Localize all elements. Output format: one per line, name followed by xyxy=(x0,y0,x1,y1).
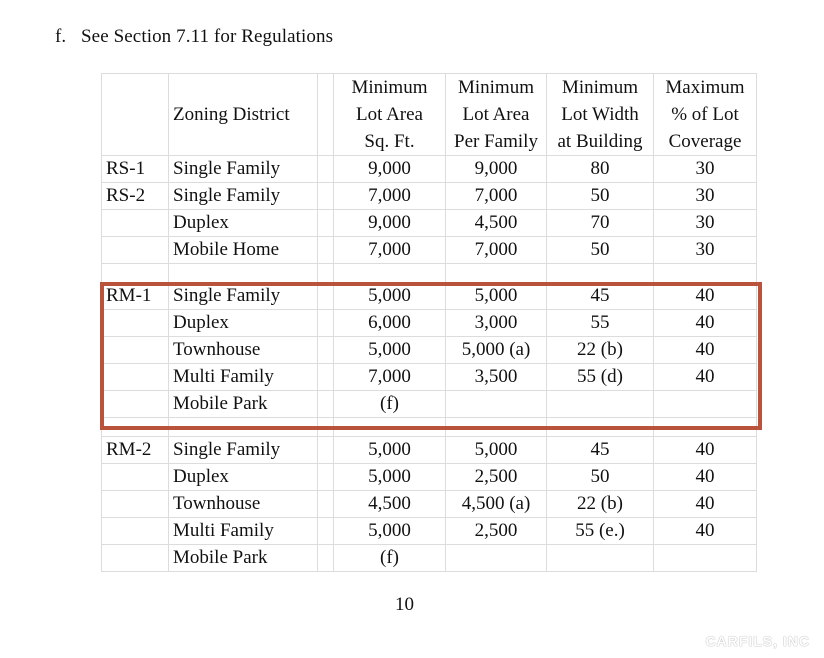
table-row xyxy=(102,156,757,183)
header-line: Minimum xyxy=(457,77,534,98)
gap-cell xyxy=(318,518,334,545)
lot-area-per-family: 2,500 xyxy=(446,518,547,545)
lot-area: 7,000 xyxy=(334,183,446,210)
regulations-note xyxy=(55,26,333,48)
header-line: Coverage xyxy=(668,131,742,152)
lot-area: 4,500 xyxy=(334,491,446,518)
spacer-row xyxy=(102,418,757,437)
header-line: Minimum xyxy=(351,77,428,98)
lot-coverage: 30 xyxy=(654,156,757,183)
lot-width: 55 (e.) xyxy=(547,518,654,545)
note-letter: f. xyxy=(55,26,67,47)
watermark: CARFILS, INC xyxy=(705,633,810,649)
lot-area-per-family: 5,000 xyxy=(446,283,547,310)
lot-area: 7,000 xyxy=(334,237,446,264)
lot-coverage: 40 xyxy=(654,337,757,364)
table-row xyxy=(102,183,757,210)
lot-coverage: 40 xyxy=(654,283,757,310)
zone-code xyxy=(102,491,169,518)
zone-code xyxy=(102,545,169,572)
page-number: 10 xyxy=(395,594,414,615)
lot-area-per-family: 4,500 (a) xyxy=(446,491,547,518)
lot-area-per-family xyxy=(446,391,547,418)
header-max-lot-coverage xyxy=(654,74,757,156)
lot-area-per-family: 2,500 xyxy=(446,464,547,491)
district-name: Townhouse xyxy=(169,491,318,518)
zone-code: RS-2 xyxy=(102,183,169,210)
lot-coverage xyxy=(654,545,757,572)
lot-width: 55 xyxy=(547,310,654,337)
lot-width: 45 xyxy=(547,437,654,464)
header-line: Maximum xyxy=(665,77,745,98)
header-min-lot-area-per-family xyxy=(446,74,547,156)
lot-coverage: 40 xyxy=(654,364,757,391)
gap-cell xyxy=(318,156,334,183)
lot-area: 7,000 xyxy=(334,364,446,391)
zone-code xyxy=(102,391,169,418)
lot-width: 80 xyxy=(547,156,654,183)
lot-width: 70 xyxy=(547,210,654,237)
lot-width: 22 (b) xyxy=(547,491,654,518)
lot-coverage: 40 xyxy=(654,437,757,464)
lot-width: 45 xyxy=(547,283,654,310)
lot-coverage: 30 xyxy=(654,237,757,264)
header-line: % of Lot xyxy=(671,104,739,125)
lot-area-per-family: 3,000 xyxy=(446,310,547,337)
note-text: See Section 7.11 for Regulations xyxy=(81,26,334,47)
lot-coverage xyxy=(654,391,757,418)
lot-coverage: 40 xyxy=(654,464,757,491)
lot-area-per-family: 7,000 xyxy=(446,183,547,210)
table-row xyxy=(102,337,757,364)
lot-area: 5,000 xyxy=(334,283,446,310)
lot-area: 9,000 xyxy=(334,210,446,237)
lot-area-per-family: 3,500 xyxy=(446,364,547,391)
gap-cell xyxy=(318,491,334,518)
lot-area: 5,000 xyxy=(334,518,446,545)
header-line: Lot Area xyxy=(462,104,530,125)
lot-width: 50 xyxy=(547,464,654,491)
zone-code xyxy=(102,337,169,364)
zone-code xyxy=(102,210,169,237)
zone-code xyxy=(102,310,169,337)
header-line: Minimum xyxy=(561,77,638,98)
zone-code xyxy=(102,518,169,545)
lot-coverage: 30 xyxy=(654,210,757,237)
gap-cell xyxy=(318,210,334,237)
district-name: Single Family xyxy=(169,183,318,210)
header-gap-cell xyxy=(318,74,334,156)
gap-cell xyxy=(318,545,334,572)
district-name: Duplex xyxy=(169,310,318,337)
gap-cell xyxy=(318,283,334,310)
lot-area: 5,000 xyxy=(334,464,446,491)
gap-cell xyxy=(318,310,334,337)
district-name: Single Family xyxy=(169,437,318,464)
lot-area-per-family: 7,000 xyxy=(446,237,547,264)
lot-width xyxy=(547,391,654,418)
district-name: Mobile Home xyxy=(169,237,318,264)
lot-area: (f) xyxy=(334,545,446,572)
lot-width: 22 (b) xyxy=(547,337,654,364)
district-name: Single Family xyxy=(169,283,318,310)
lot-area-per-family: 5,000 (a) xyxy=(446,337,547,364)
district-name: Mobile Park xyxy=(169,545,318,572)
zone-code xyxy=(102,464,169,491)
lot-coverage: 40 xyxy=(654,518,757,545)
spacer-row xyxy=(102,264,757,283)
table-row xyxy=(102,210,757,237)
header-line: Lot Width xyxy=(561,104,639,125)
table-row xyxy=(102,364,757,391)
table-row xyxy=(102,464,757,491)
zone-code xyxy=(102,364,169,391)
gap-cell xyxy=(318,464,334,491)
header-zoning-district: Zoning District xyxy=(169,74,318,156)
table-row xyxy=(102,310,757,337)
gap-cell xyxy=(318,437,334,464)
table-row xyxy=(102,437,757,464)
lot-area-per-family: 5,000 xyxy=(446,437,547,464)
lot-area-per-family xyxy=(446,545,547,572)
table-row xyxy=(102,237,757,264)
lot-coverage: 40 xyxy=(654,491,757,518)
zone-code: RM-2 xyxy=(102,437,169,464)
table-row xyxy=(102,518,757,545)
header-code-cell xyxy=(102,74,169,156)
lot-coverage: 40 xyxy=(654,310,757,337)
district-name: Single Family xyxy=(169,156,318,183)
lot-area: (f) xyxy=(334,391,446,418)
zone-code: RM-1 xyxy=(102,283,169,310)
district-name: Multi Family xyxy=(169,364,318,391)
district-name: Multi Family xyxy=(169,518,318,545)
header-min-lot-width xyxy=(547,74,654,156)
district-name: Duplex xyxy=(169,210,318,237)
table-row xyxy=(102,491,757,518)
header-line: at Building xyxy=(557,131,643,152)
lot-width: 55 (d) xyxy=(547,364,654,391)
zone-code xyxy=(102,237,169,264)
lot-area: 5,000 xyxy=(334,437,446,464)
zone-code: RS-1 xyxy=(102,156,169,183)
header-row xyxy=(102,74,757,156)
table-row xyxy=(102,545,757,572)
district-name: Duplex xyxy=(169,464,318,491)
lot-coverage: 30 xyxy=(654,183,757,210)
lot-width: 50 xyxy=(547,237,654,264)
lot-width: 50 xyxy=(547,183,654,210)
gap-cell xyxy=(318,391,334,418)
header-line: Sq. Ft. xyxy=(364,131,415,152)
header-line: Per Family xyxy=(454,131,538,152)
lot-area: 6,000 xyxy=(334,310,446,337)
table-row xyxy=(102,283,757,310)
gap-cell xyxy=(318,237,334,264)
district-name: Townhouse xyxy=(169,337,318,364)
header-line: Lot Area xyxy=(355,104,423,125)
district-name: Mobile Park xyxy=(169,391,318,418)
table-row xyxy=(102,391,757,418)
gap-cell xyxy=(318,183,334,210)
lot-area: 5,000 xyxy=(334,337,446,364)
lot-area: 9,000 xyxy=(334,156,446,183)
header-min-lot-area xyxy=(334,74,446,156)
lot-area-per-family: 9,000 xyxy=(446,156,547,183)
zoning-table xyxy=(101,73,757,572)
lot-area-per-family: 4,500 xyxy=(446,210,547,237)
gap-cell xyxy=(318,337,334,364)
gap-cell xyxy=(318,364,334,391)
lot-width xyxy=(547,545,654,572)
